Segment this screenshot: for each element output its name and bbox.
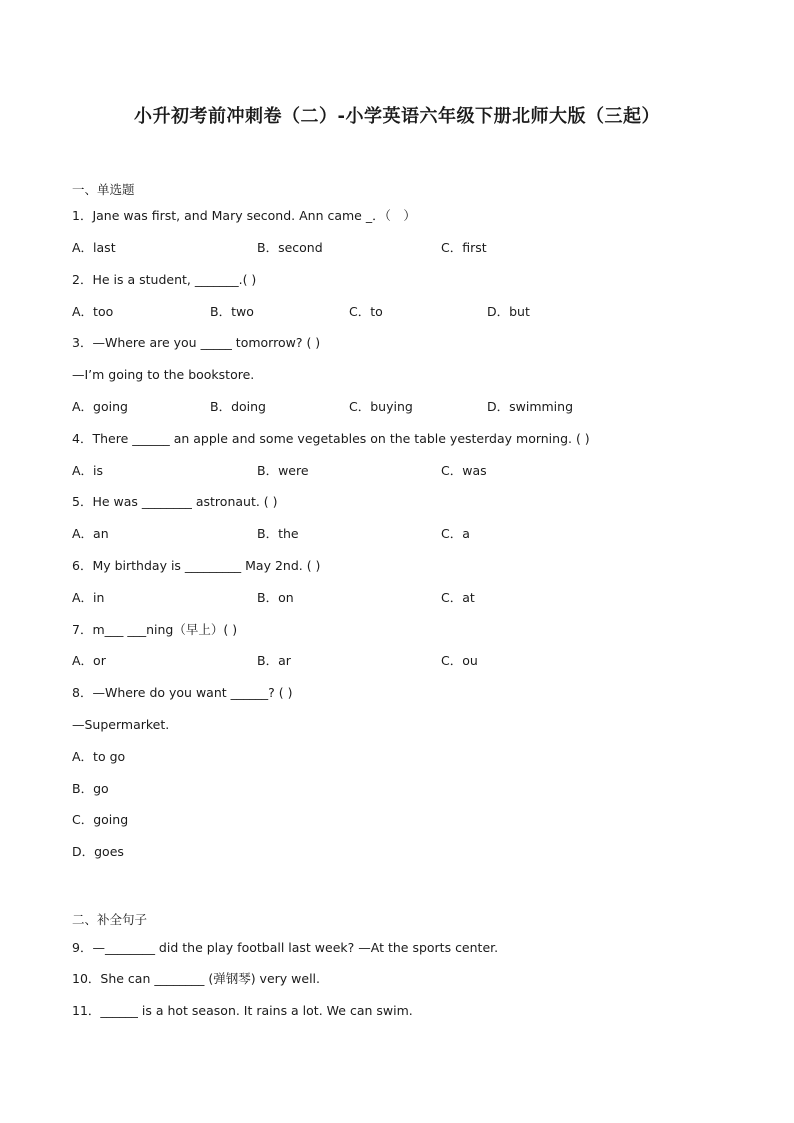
q3-option-d[interactable]: D．swimming: [487, 399, 574, 414]
question-3-stem: 3．—Where are you _____ tomorrow? ( ): [72, 335, 321, 350]
question-11-stem: 11．______ is a hot season. It rains a lot. We can swim.: [72, 1003, 413, 1018]
q7-option-b[interactable]: B．ar: [257, 653, 291, 668]
q5-option-c[interactable]: C．a: [441, 526, 470, 541]
q5-option-a[interactable]: A．an: [72, 526, 109, 541]
q2-option-b[interactable]: B．two: [210, 304, 254, 319]
q2-option-d[interactable]: D．but: [487, 304, 530, 319]
question-8-answer-line: —Supermarket.: [72, 717, 170, 732]
q8-option-d[interactable]: D．goes: [72, 844, 124, 859]
question-9-stem: 9．—________ did the play football last week? —At the sports center.: [72, 940, 499, 955]
q3-option-c[interactable]: C．buying: [349, 399, 413, 414]
q2-option-a[interactable]: A．too: [72, 304, 114, 319]
q1-option-a[interactable]: A．last: [72, 240, 116, 255]
q8-option-a[interactable]: A．to go: [72, 749, 126, 764]
page-title: 小升初考前冲刺卷（二）-小学英语六年级下册北师大版（三起）: [134, 106, 660, 127]
question-6-stem: 6．My birthday is _________ May 2nd. ( ): [72, 558, 321, 573]
q4-option-c[interactable]: C．was: [441, 463, 487, 478]
q2-option-c[interactable]: C．to: [349, 304, 383, 319]
section-heading-complete-sentences: 二、补全句子: [72, 912, 148, 927]
question-1-stem: 1．Jane was first, and Mary second. Ann came _．（ ）: [72, 208, 416, 223]
question-10-stem: 10．She can ________ (弹钢琴) very well.: [72, 971, 320, 986]
question-7-stem: 7．m___ ___ning（早上）( ): [72, 622, 238, 637]
q3-option-b[interactable]: B．doing: [210, 399, 266, 414]
question-2-stem: 2．He is a student, _______.( ): [72, 272, 257, 287]
q6-option-a[interactable]: A．in: [72, 590, 105, 605]
q5-option-b[interactable]: B．the: [257, 526, 299, 541]
question-4-stem: 4．There ______ an apple and some vegetables on the table yesterday morning. ( ): [72, 431, 590, 446]
question-5-stem: 5．He was ________ astronaut. ( ): [72, 494, 278, 509]
q6-option-c[interactable]: C．at: [441, 590, 475, 605]
q3-option-a[interactable]: A．going: [72, 399, 128, 414]
question-8-stem: 8．—Where do you want ______? ( ): [72, 685, 293, 700]
q4-option-b[interactable]: B．were: [257, 463, 309, 478]
q8-option-c[interactable]: C．going: [72, 812, 129, 827]
q7-option-c[interactable]: C．ou: [441, 653, 478, 668]
q1-option-c[interactable]: C．first: [441, 240, 487, 255]
section-heading-single-choice: 一、单选题: [72, 182, 135, 197]
q8-option-b[interactable]: B．go: [72, 781, 109, 796]
q7-option-a[interactable]: A．or: [72, 653, 106, 668]
question-3-answer-line: —I’m going to the bookstore.: [72, 367, 255, 382]
q1-option-b[interactable]: B．second: [257, 240, 323, 255]
q6-option-b[interactable]: B．on: [257, 590, 294, 605]
q4-option-a[interactable]: A．is: [72, 463, 104, 478]
